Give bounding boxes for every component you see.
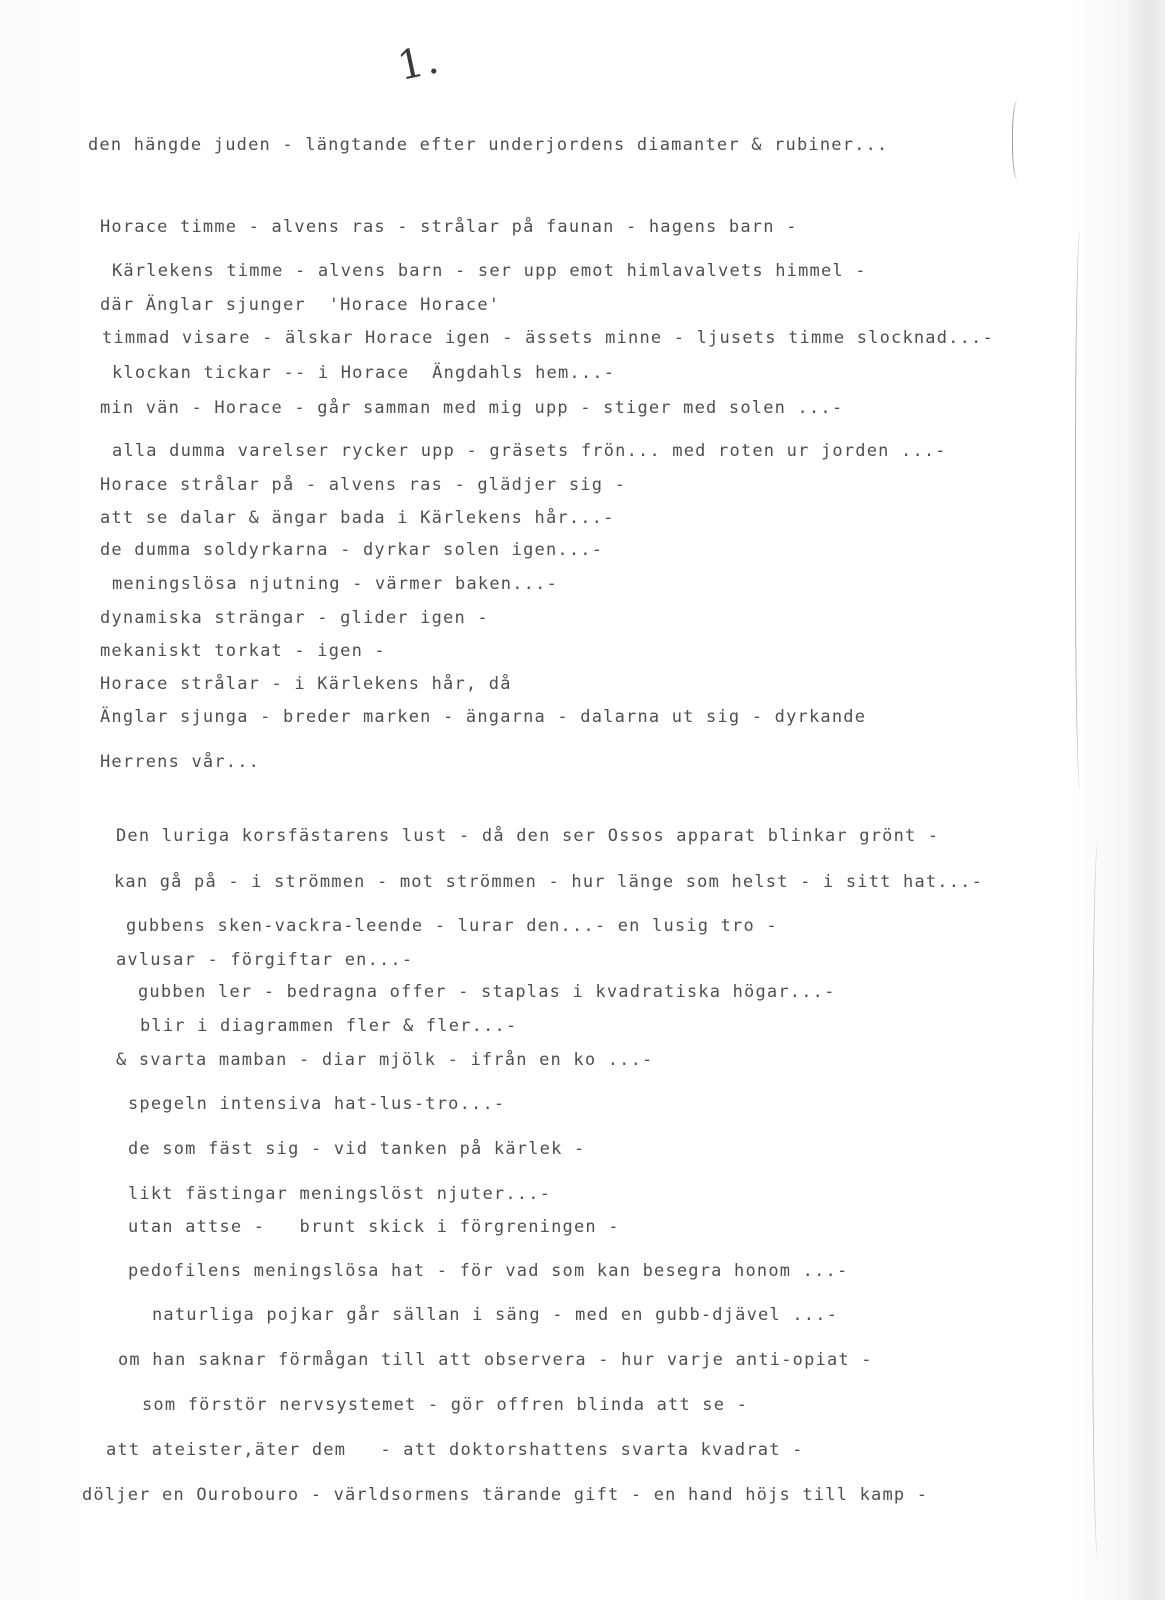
text-line: timmad visare - älskar Horace igen - ässets minne - ljusets timme slocknad...- xyxy=(102,328,994,348)
text-line: Den luriga korsfästarens lust - då den ser Ossos apparat blinkar grönt - xyxy=(116,826,940,846)
text-line: klockan tickar -- i Horace Ängdahls hem...- xyxy=(112,363,616,383)
text-line: utan attse - brunt skick i förgreningen - xyxy=(128,1217,620,1237)
text-line: avlusar - förgiftar en...- xyxy=(116,950,414,970)
text-line: likt fästingar meningslöst njuter...- xyxy=(128,1184,552,1204)
text-line: gubben ler - bedragna offer - staplas i kvadratiska högar...- xyxy=(138,982,836,1002)
margin-line-mark xyxy=(1092,840,1107,1560)
text-line: som förstör nervsystemet - gör offren blinda att se - xyxy=(142,1395,749,1415)
text-line: där Änglar sjunger 'Horace Horace' xyxy=(100,295,501,315)
text-line: de dumma soldyrkarna - dyrkar solen igen...- xyxy=(100,540,604,560)
text-line: Horace timme - alvens ras - strålar på faunan - hagens barn - xyxy=(100,217,798,237)
margin-bracket-mark xyxy=(1012,100,1027,180)
page-edge-shadow xyxy=(1128,0,1165,1600)
text-line: naturliga pojkar går sällan i säng - med en gubb-djävel ...- xyxy=(152,1305,839,1325)
text-line: de som fäst sig - vid tanken på kärlek - xyxy=(128,1139,586,1159)
text-line: pedofilens meningslösa hat - för vad som kan besegra honom ...- xyxy=(128,1261,849,1281)
text-line: min vän - Horace - går samman med mig upp - stiger med solen ...- xyxy=(100,398,844,418)
text-line: om han saknar förmågan till att observera - hur varje anti-opiat - xyxy=(118,1350,873,1370)
text-line: gubbens sken-vackra-leende - lurar den...- en lusig tro - xyxy=(126,916,778,936)
text-line: Kärlekens timme - alvens barn - ser upp emot himlavalvets himmel - xyxy=(112,261,867,281)
text-line: mekaniskt torkat - igen - xyxy=(100,641,386,661)
text-line: blir i diagrammen fler & fler...- xyxy=(140,1016,518,1036)
page-number: 1. xyxy=(393,36,445,90)
text-line: meningslösa njutning - värmer baken...- xyxy=(112,574,558,594)
text-line: att se dalar & ängar bada i Kärlekens hår...- xyxy=(100,508,615,528)
text-line: spegeln intensiva hat-lus-tro...- xyxy=(128,1094,506,1114)
text-line: dynamiska strängar - glider igen - xyxy=(100,608,489,628)
text-line: Horace strålar på - alvens ras - glädjer sig - xyxy=(100,475,627,495)
text-line: att ateister,äter dem - att doktorshattens svarta kvadrat - xyxy=(106,1440,804,1460)
margin-line-mark xyxy=(1075,230,1088,790)
text-line: alla dumma varelser rycker upp - gräsets frön... med roten ur jorden ...- xyxy=(112,441,947,461)
text-line: Änglar sjunga - breder marken - ängarna - dalarna ut sig - dyrkande xyxy=(100,707,867,727)
text-line: döljer en Ourobouro - världsormens tärande gift - en hand höjs till kamp - xyxy=(82,1485,929,1505)
text-line: kan gå på - i strömmen - mot strömmen - hur länge som helst - i sitt hat...- xyxy=(114,872,984,892)
text-line: den hängde juden - längtande efter underjordens diamanter & rubiner... xyxy=(88,135,889,155)
text-line: Herrens vår... xyxy=(100,752,261,772)
text-line: & svarta mamban - diar mjölk - ifrån en ko ...- xyxy=(116,1050,654,1070)
text-line: Horace strålar - i Kärlekens hår, då xyxy=(100,674,512,694)
